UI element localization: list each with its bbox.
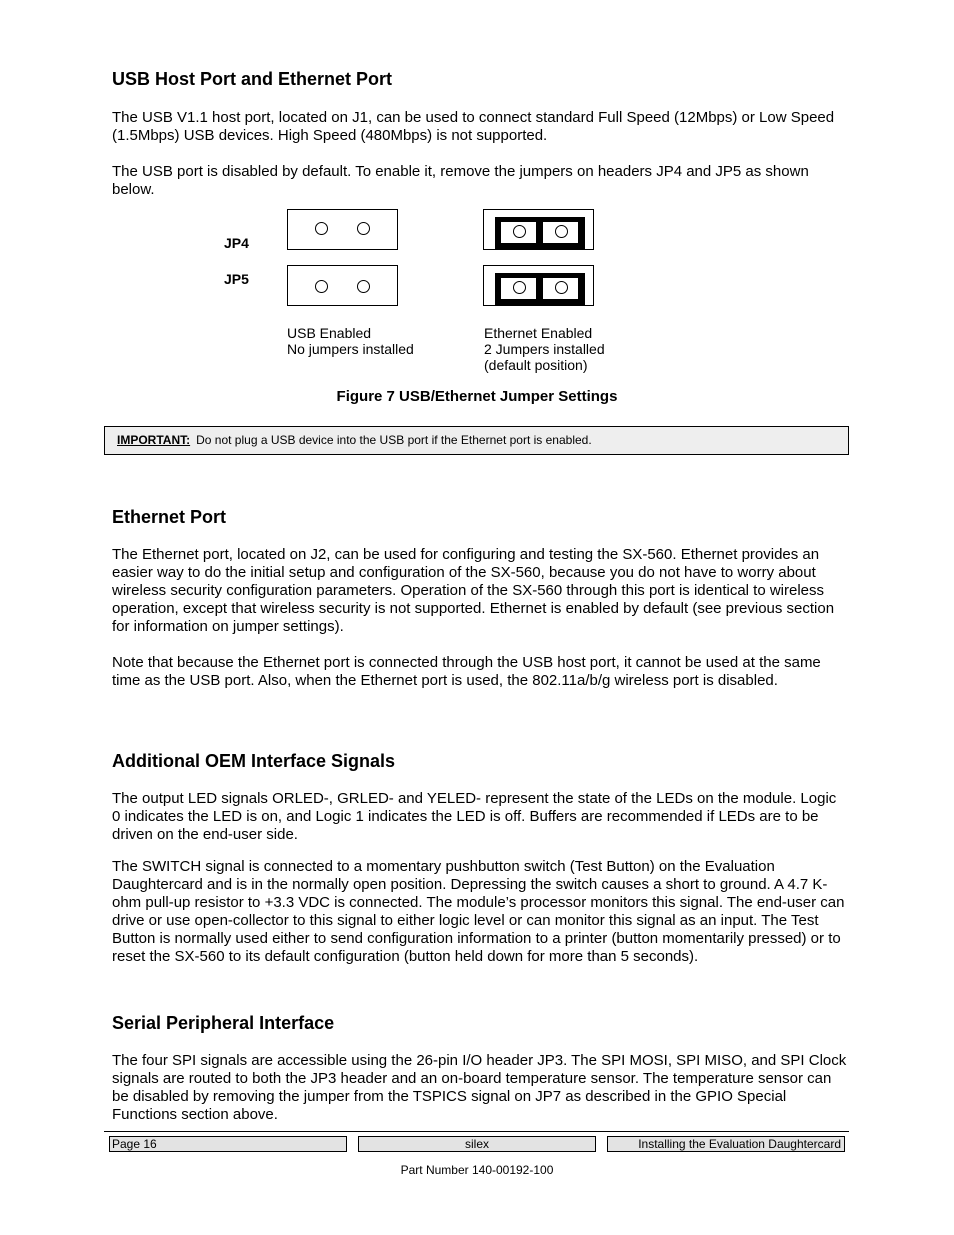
pin <box>513 281 526 294</box>
usb-host-para-2: The USB port is disabled by default. To enable it, remove the jumpers on headers JP4 and JP5 as shown below. <box>112 163 809 198</box>
pin <box>315 222 328 235</box>
jp4-header-usb <box>287 209 398 250</box>
section-title-usb-host: USB Host Port and Ethernet Port <box>112 69 393 89</box>
oem-para-1: The output LED signals ORLED-, GRLED- and YELED- represent the state of the LEDs on the module. Logic 0 indicates the LED is on, and Logic 1 indicates the LED is off. Buffers are recommended if LEDs are to be driven on the end-user side. <box>112 790 837 843</box>
footer-company: silex <box>358 1136 596 1152</box>
footer-rule <box>104 1131 849 1132</box>
jp5-label: JP5 <box>224 271 249 287</box>
pin <box>357 222 370 235</box>
important-note <box>104 426 849 455</box>
section-title-ethernet: Ethernet Port <box>112 507 227 527</box>
ethernet-enabled-caption: Ethernet Enabled 2 Jumpers installed (default position) <box>484 325 605 373</box>
important-text: Do not plug a USB device into the USB port if the Ethernet port is enabled. <box>196 433 592 447</box>
pin <box>315 280 328 293</box>
ethernet-para-1: The Ethernet port, located on J2, can be used for configuring and testing the SX-560. Ethernet provides an easier way to do the initial setup and configuration of the SX-560, because you do not have to worry about wireless security configuration parameters. Operation of the SX-560 through this port is identical to wireless operation, except that wireless security is not supported. Ethernet is enabled by default (see previous section for information on jumper settings). <box>112 546 835 635</box>
footer-chapter: Installing the Evaluation Daughtercard <box>607 1136 845 1152</box>
usb-enabled-caption: USB Enabled No jumpers installed <box>287 325 414 357</box>
jp5-header-usb <box>287 265 398 306</box>
footer-page: Page 16 <box>109 1136 347 1152</box>
spi-para-1: The four SPI signals are accessible using the 26-pin I/O header JP3. The SPI MOSI, SPI MISO, and SPI Clock signals are routed to both the JP3 header and an on-board temperature sensor. The temperature sensor can be disabled by removing the jumper from the TSPICS signal on JP7 as described in the GPIO Special Functions section above. <box>112 1052 847 1123</box>
section-title-spi: Serial Peripheral Interface <box>112 1013 335 1033</box>
ethernet-para-2: Note that because the Ethernet port is connected through the USB host port, it cannot be used at the same time as the USB port. Also, when the Ethernet port is used, the 802.11a/b/g wireless port is disabled. <box>112 654 821 689</box>
pin <box>555 281 568 294</box>
figure-title: Figure 7 USB/Ethernet Jumper Settings <box>336 388 618 405</box>
pin <box>513 225 526 238</box>
pin <box>555 225 568 238</box>
part-number: Part Number 140-00192-100 <box>400 1163 554 1177</box>
pin <box>357 280 370 293</box>
jp5-header-ethernet <box>483 265 594 306</box>
jp4-header-ethernet <box>483 209 594 250</box>
oem-para-2: The SWITCH signal is connected to a momentary pushbutton switch (Test Button) on the Evaluation Daughtercard and is in the normally open position. Depressing the switch causes a short to ground. A 4.7 K-ohm pull-up resistor to +3.3 VDC is connected. The module’s processor monitors this signal. The end-user can drive or use open-collector to this signal to either logic level or can monitor this signal as an input. The Test Button is normally used either to send configuration information to a printer (button momentarily pressed) or to reset the SX-560 to its default configuration (button held down for more than 5 seconds). <box>112 858 845 965</box>
jumper-shunt <box>495 217 585 250</box>
usb-host-para-1: The USB V1.1 host port, located on J1, can be used to connect standard Full Speed (12Mbps) or Low Speed (1.5Mbps) USB devices. High Speed (480Mbps) is not supported. <box>112 109 835 144</box>
jp4-label: JP4 <box>224 235 249 251</box>
jumper-shunt <box>495 273 585 306</box>
section-title-oem: Additional OEM Interface Signals <box>112 751 396 771</box>
important-label: IMPORTANT: <box>117 433 191 447</box>
